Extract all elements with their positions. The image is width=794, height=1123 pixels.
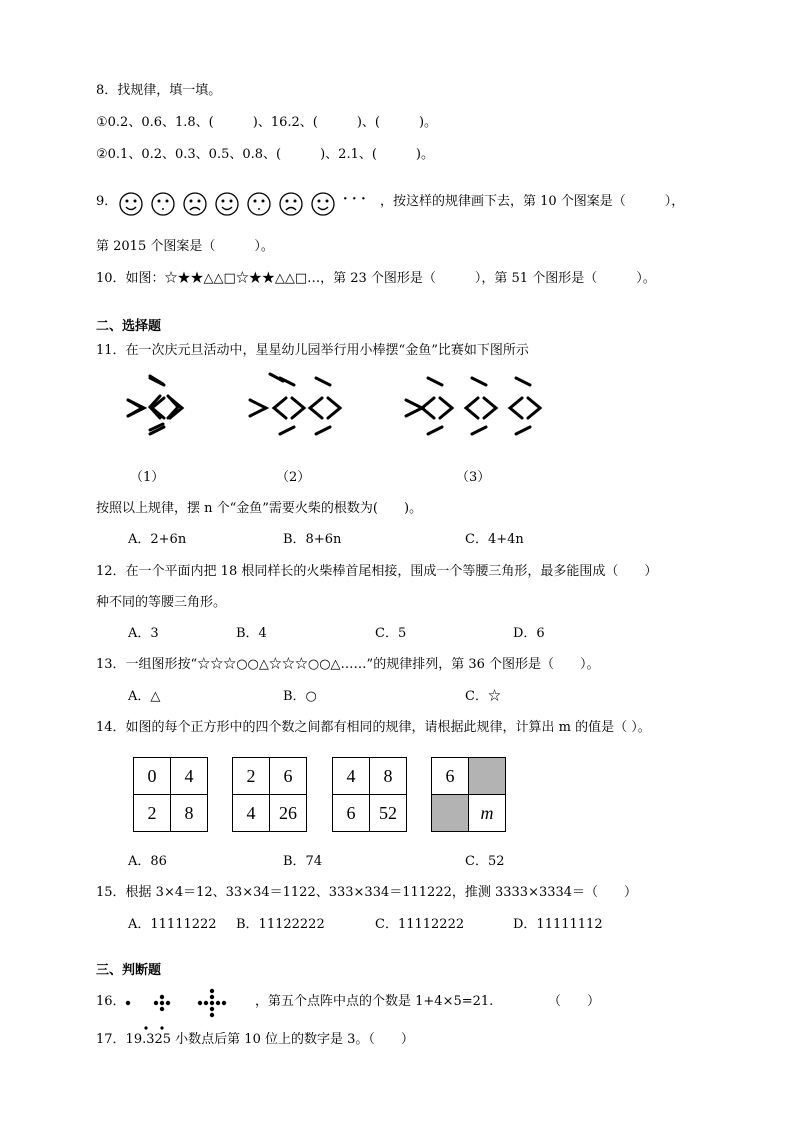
q9-text: ，按这样的规律画下去，第 10 个图案是（ ）， (380, 194, 685, 209)
neutral-face-icon (152, 193, 174, 215)
number-square-2 (232, 757, 307, 832)
figure-caption-3: （3） (456, 470, 491, 485)
q8-line2: ②0.1、0.2、0.3、0.5、0.8、( )、2.1、( )。 (96, 147, 434, 162)
square-cell: 26 (270, 795, 307, 832)
square-cell: 0 (134, 758, 171, 795)
unknown-m-cell: m (469, 795, 506, 832)
q11-title: 11．在一次庆元旦活动中，星星幼儿园举行用小棒摆“金鱼”比赛如下图所示 (96, 343, 529, 358)
square-cell: 4 (233, 795, 270, 832)
smile-face-icon (312, 193, 334, 215)
square-cell: 4 (333, 758, 370, 795)
square-cell: 6 (270, 758, 307, 795)
square-cell: 2 (233, 758, 270, 795)
q15-option-b: B．11122222 (236, 917, 325, 932)
q13-text: 13．一组图形按“☆☆☆○○△☆☆☆○○△……”的规律排列，第 36 个图形是（ ）。 (96, 657, 600, 672)
q13-option-a: A．△ (128, 689, 161, 704)
q15-option-d: D．11111112 (513, 917, 603, 932)
q15-option-a: A．11111222 (128, 917, 217, 932)
q15-text: 15．根据 3×4＝12、33×34＝1122、333×334＝111222，推测 3333×3334＝（ ） (96, 885, 638, 900)
smile-face-icon (216, 193, 238, 215)
q11-option-c: C．4+4n (465, 532, 524, 547)
q13-option-c: C．☆ (465, 689, 501, 704)
q14-option-b: B．74 (283, 854, 323, 869)
q12-option-c: C．5 (375, 626, 407, 641)
number-square-1 (133, 757, 208, 832)
section-judge-title: 三、判断题 (96, 963, 162, 978)
q12-line1: 12．在一个平面内把 18 根同样长的火柴棒首尾相接，围成一个等腰三角形，最多能围成（ ） (96, 564, 658, 579)
goldfish-drawings (120, 372, 560, 442)
dot-arrays (124, 985, 254, 1021)
square-cell: 6 (333, 795, 370, 832)
shaded-cell (469, 758, 506, 795)
figure-caption-1: （1） (130, 470, 165, 485)
q12-option-d: D．6 (513, 626, 545, 641)
q9-line2: 第 2015 个图案是（ ）。 (96, 239, 274, 254)
smile-face-icon (120, 193, 142, 215)
q11-option-a: A．2+6n (128, 532, 187, 547)
square-cell: 6 (432, 758, 469, 795)
face-sequence (118, 190, 348, 218)
q11-option-b: B．8+6n (283, 532, 342, 547)
q8-title: 8．找规律，填一填。 (96, 83, 222, 98)
square-cell: 8 (370, 758, 407, 795)
q16-text: ，第五个点阵中点的个数是 1+4×5=21. (255, 994, 494, 1009)
q12-line2: 种不同的等腰三角形。 (96, 595, 227, 610)
frown-face-icon (280, 193, 302, 215)
frown-face-icon (184, 193, 206, 215)
q13-option-b: B．○ (283, 689, 317, 704)
square-cell: 52 (370, 795, 407, 832)
q14-text: 14．如图的每个正方形中的四个数之间都有相同的规律，请根据此规律，计算出 m 的值是（ ）。 (96, 720, 651, 735)
q14-option-a: A．86 (128, 854, 167, 869)
figure-caption-2: （2） (276, 470, 311, 485)
square-cell: 2 (134, 795, 171, 832)
q9-number: 9． (96, 194, 118, 209)
q11-question: 按照以上规律，摆 n 个“金鱼”需要火柴的根数为( )。 (96, 501, 423, 516)
repeating-decimal-dots (140, 1022, 180, 1034)
q12-option-b: B．4 (236, 626, 267, 641)
q16-blank: （ ） (548, 994, 601, 1009)
q8-line1: ①0.2、0.6、1.8、( )、16.2、( )、( )。 (96, 115, 438, 130)
section-choice-title: 二、选择题 (96, 319, 162, 334)
q10-text: 10．如图：☆★★△△□☆★★△△□…，第 23 个图形是（ ），第 51 个图形是（ ）。 (96, 271, 656, 286)
q16-number: 16． (96, 994, 126, 1009)
q15-option-c: C．11112222 (375, 917, 465, 932)
q12-option-a: A．3 (128, 626, 159, 641)
square-cell: 4 (171, 758, 208, 795)
q9-ellipsis: · · · (343, 192, 366, 207)
neutral-face-icon (248, 193, 270, 215)
q17-text: 17．19.325 小数点后第 10 位上的数字是 3。（ ） (96, 1032, 414, 1047)
number-square-3 (332, 757, 407, 832)
q14-option-c: C．52 (465, 854, 505, 869)
shaded-cell (432, 795, 469, 832)
square-cell: 8 (171, 795, 208, 832)
number-square-4 (431, 757, 506, 832)
